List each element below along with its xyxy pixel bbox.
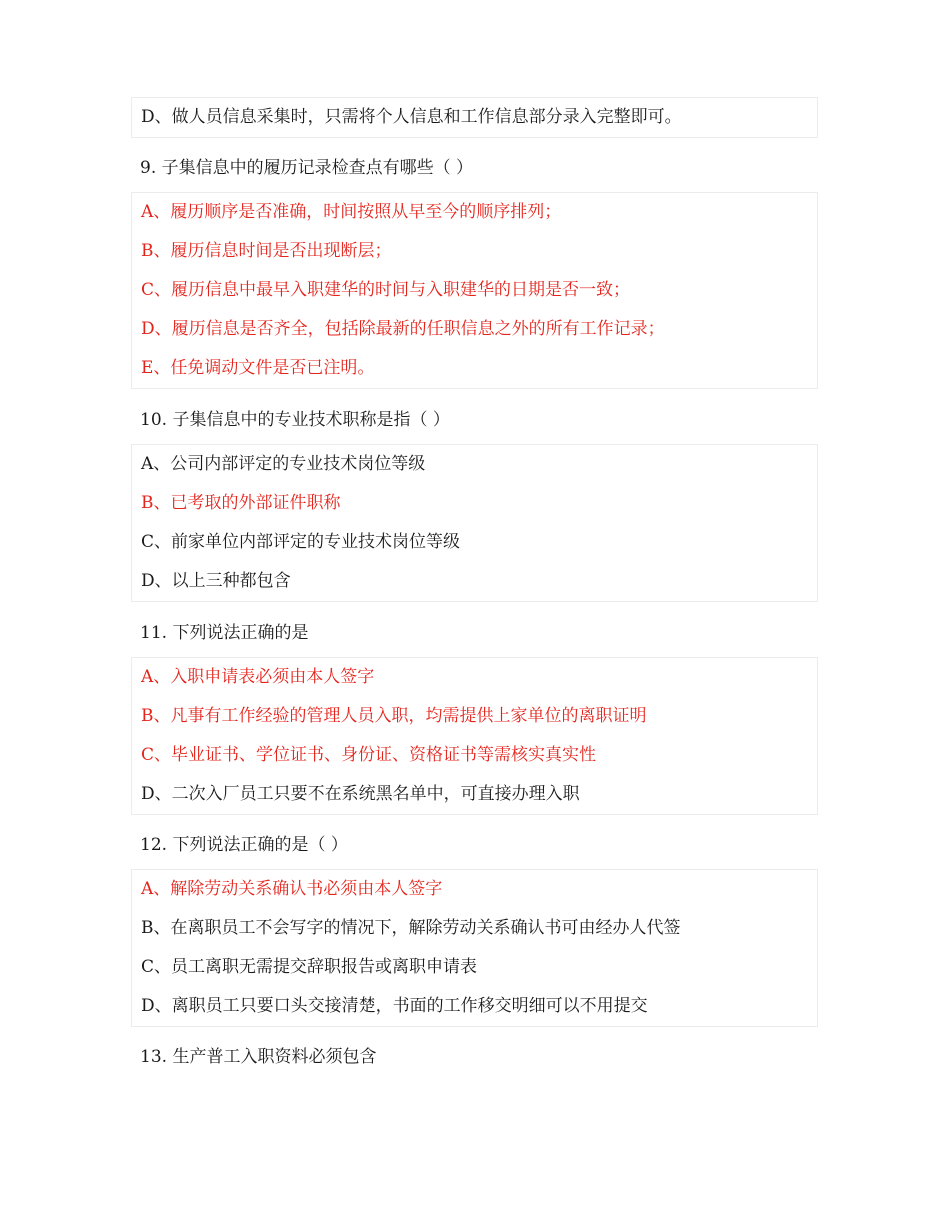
option-q9-a: A、履历顺序是否准确，时间按照从早至今的顺序排列； [141, 202, 562, 222]
options-box-q9 [131, 192, 818, 389]
option-q8-d: D、做人员信息采集时，只需将个人信息和工作信息部分录入完整即可。 [141, 107, 682, 127]
option-q9-b: B、履历信息时间是否出现断层； [141, 241, 392, 261]
options-box-q10 [131, 444, 818, 602]
options-box-q12 [131, 869, 818, 1027]
options-box-q11 [131, 657, 818, 815]
option-q12-b: B、在离职员工不会写字的情况下，解除劳动关系确认书可由经办人代签 [141, 918, 681, 938]
question-11: 11. 下列说法正确的是 [140, 623, 309, 643]
option-q10-b: B、已考取的外部证件职称 [141, 493, 341, 513]
question-10: 10. 子集信息中的专业技术职称是指（ ） [140, 410, 450, 430]
option-q11-d: D、二次入厂员工只要不在系统黑名单中，可直接办理入职 [141, 784, 580, 804]
option-q9-d: D、履历信息是否齐全，包括除最新的任职信息之外的所有工作记录； [141, 319, 665, 339]
option-q12-d: D、离职员工只要口头交接清楚，书面的工作移交明细可以不用提交 [141, 996, 648, 1016]
option-q9-c: C、履历信息中最早入职建华的时间与入职建华的日期是否一致； [141, 280, 631, 300]
option-q11-b: B、凡事有工作经验的管理人员入职，均需提供上家单位的离职证明 [141, 706, 647, 726]
option-q11-c: C、毕业证书、学位证书、身份证、资格证书等需核实真实性 [141, 745, 597, 765]
option-q10-c: C、前家单位内部评定的专业技术岗位等级 [141, 532, 461, 552]
option-q10-d: D、以上三种都包含 [141, 571, 291, 591]
option-q12-c: C、员工离职无需提交辞职报告或离职申请表 [141, 957, 478, 977]
question-13: 13. 生产普工入职资料必须包含 [140, 1047, 377, 1067]
option-q11-a: A、入职申请表必须由本人签字 [141, 667, 375, 687]
option-q9-e: E、任免调动文件是否已注明。 [141, 358, 375, 378]
option-q10-a: A、公司内部评定的专业技术岗位等级 [141, 454, 426, 474]
question-12: 12. 下列说法正确的是（ ） [140, 835, 348, 855]
options-box-q8 [131, 97, 818, 138]
option-q12-a: A、解除劳动关系确认书必须由本人签字 [141, 879, 443, 899]
question-9: 9. 子集信息中的履历记录检查点有哪些（ ） [140, 158, 474, 178]
